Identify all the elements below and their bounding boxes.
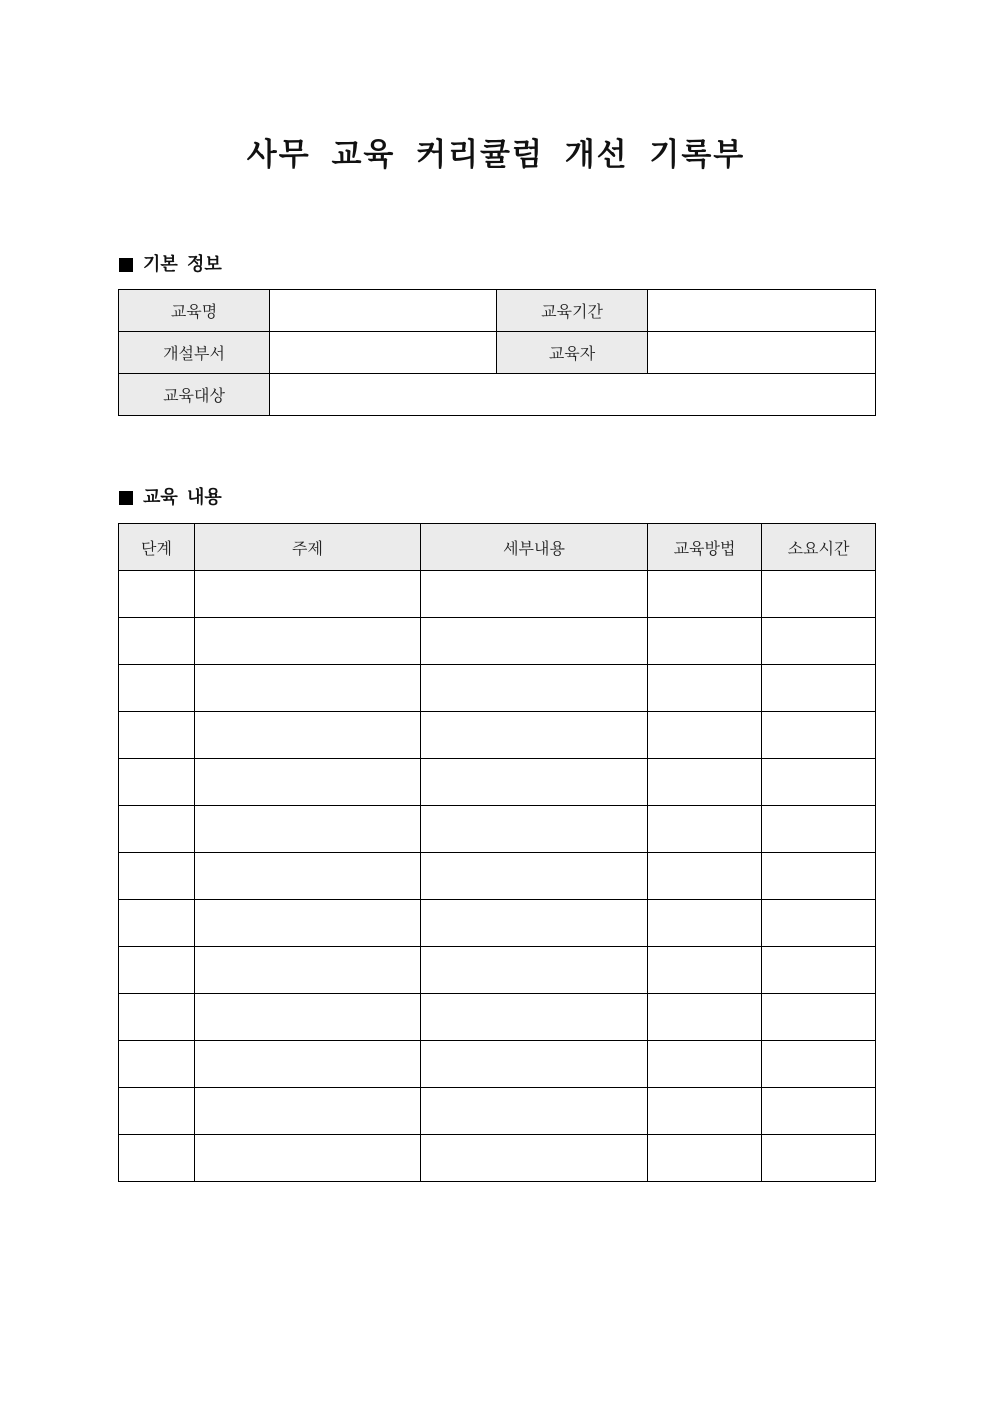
details-cell[interactable] [421,571,648,618]
details-cell[interactable] [421,994,648,1041]
stage-cell[interactable] [119,853,195,900]
topic-cell[interactable] [195,994,421,1041]
method-cell[interactable] [648,853,762,900]
table-row [119,332,876,374]
method-cell[interactable] [648,571,762,618]
table-row [119,571,876,618]
table-row [119,853,876,900]
section-heading-basic-info [119,253,222,277]
topic-cell[interactable] [195,665,421,712]
basic-info-table [118,289,876,416]
method-cell[interactable] [648,900,762,947]
duration-cell[interactable] [762,712,876,759]
table-row [119,994,876,1041]
method-cell[interactable] [648,759,762,806]
duration-cell[interactable] [762,994,876,1041]
column-header-duration: 소요시간 [762,524,876,571]
content-table [118,523,876,1182]
page-title: 사무 교육 커리큘럼 개선 기록부 [246,137,746,173]
details-cell[interactable] [421,1135,648,1182]
topic-cell[interactable] [195,1088,421,1135]
topic-cell[interactable] [195,947,421,994]
table-row [119,665,876,712]
table-row [119,1135,876,1182]
stage-cell[interactable] [119,1041,195,1088]
section-heading-content [119,486,222,510]
column-header-stage: 단계 [119,524,195,571]
column-header-topic: 주제 [195,524,421,571]
topic-cell[interactable] [195,759,421,806]
method-cell[interactable] [648,712,762,759]
method-cell[interactable] [648,618,762,665]
stage-cell[interactable] [119,571,195,618]
department-label: 개설부서 [119,332,270,374]
table-row [119,806,876,853]
table-row [119,900,876,947]
table-row [119,1088,876,1135]
details-cell[interactable] [421,806,648,853]
instructor-field[interactable] [648,332,876,374]
column-header-details: 세부내용 [421,524,648,571]
instructor-label: 교육자 [497,332,648,374]
stage-cell[interactable] [119,1088,195,1135]
table-row [119,290,876,332]
stage-cell[interactable] [119,712,195,759]
column-header-method: 교육방법 [648,524,762,571]
duration-cell[interactable] [762,618,876,665]
method-cell[interactable] [648,1088,762,1135]
table-row [119,374,876,416]
details-cell[interactable] [421,900,648,947]
duration-cell[interactable] [762,1088,876,1135]
duration-cell[interactable] [762,947,876,994]
table-row [119,618,876,665]
duration-cell[interactable] [762,571,876,618]
stage-cell[interactable] [119,947,195,994]
details-cell[interactable] [421,947,648,994]
duration-cell[interactable] [762,665,876,712]
method-cell[interactable] [648,1135,762,1182]
method-cell[interactable] [648,665,762,712]
stage-cell[interactable] [119,618,195,665]
method-cell[interactable] [648,994,762,1041]
details-cell[interactable] [421,1088,648,1135]
stage-cell[interactable] [119,759,195,806]
duration-cell[interactable] [762,900,876,947]
details-cell[interactable] [421,665,648,712]
content-table-body [119,571,876,1182]
topic-cell[interactable] [195,900,421,947]
duration-cell[interactable] [762,853,876,900]
table-header-row [119,524,876,571]
details-cell[interactable] [421,712,648,759]
topic-cell[interactable] [195,571,421,618]
course-name-field[interactable] [270,290,497,332]
topic-cell[interactable] [195,806,421,853]
target-field[interactable] [270,374,876,416]
section-heading-label: 기본 정보 [143,254,222,275]
duration-cell[interactable] [762,806,876,853]
method-cell[interactable] [648,947,762,994]
square-bullet-icon [119,491,133,505]
details-cell[interactable] [421,853,648,900]
department-field[interactable] [270,332,497,374]
topic-cell[interactable] [195,618,421,665]
topic-cell[interactable] [195,1041,421,1088]
details-cell[interactable] [421,1041,648,1088]
period-label: 교육기간 [497,290,648,332]
duration-cell[interactable] [762,1135,876,1182]
topic-cell[interactable] [195,712,421,759]
table-row [119,759,876,806]
stage-cell[interactable] [119,806,195,853]
course-name-label: 교육명 [119,290,270,332]
stage-cell[interactable] [119,665,195,712]
details-cell[interactable] [421,618,648,665]
stage-cell[interactable] [119,900,195,947]
table-row [119,712,876,759]
details-cell[interactable] [421,759,648,806]
target-label: 교육대상 [119,374,270,416]
duration-cell[interactable] [762,759,876,806]
stage-cell[interactable] [119,1135,195,1182]
method-cell[interactable] [648,806,762,853]
table-row [119,947,876,994]
table-row [119,1041,876,1088]
topic-cell[interactable] [195,853,421,900]
period-field[interactable] [648,290,876,332]
topic-cell[interactable] [195,1135,421,1182]
square-bullet-icon [119,258,133,272]
duration-cell[interactable] [762,1041,876,1088]
stage-cell[interactable] [119,994,195,1041]
method-cell[interactable] [648,1041,762,1088]
section-heading-label: 교육 내용 [143,487,222,508]
